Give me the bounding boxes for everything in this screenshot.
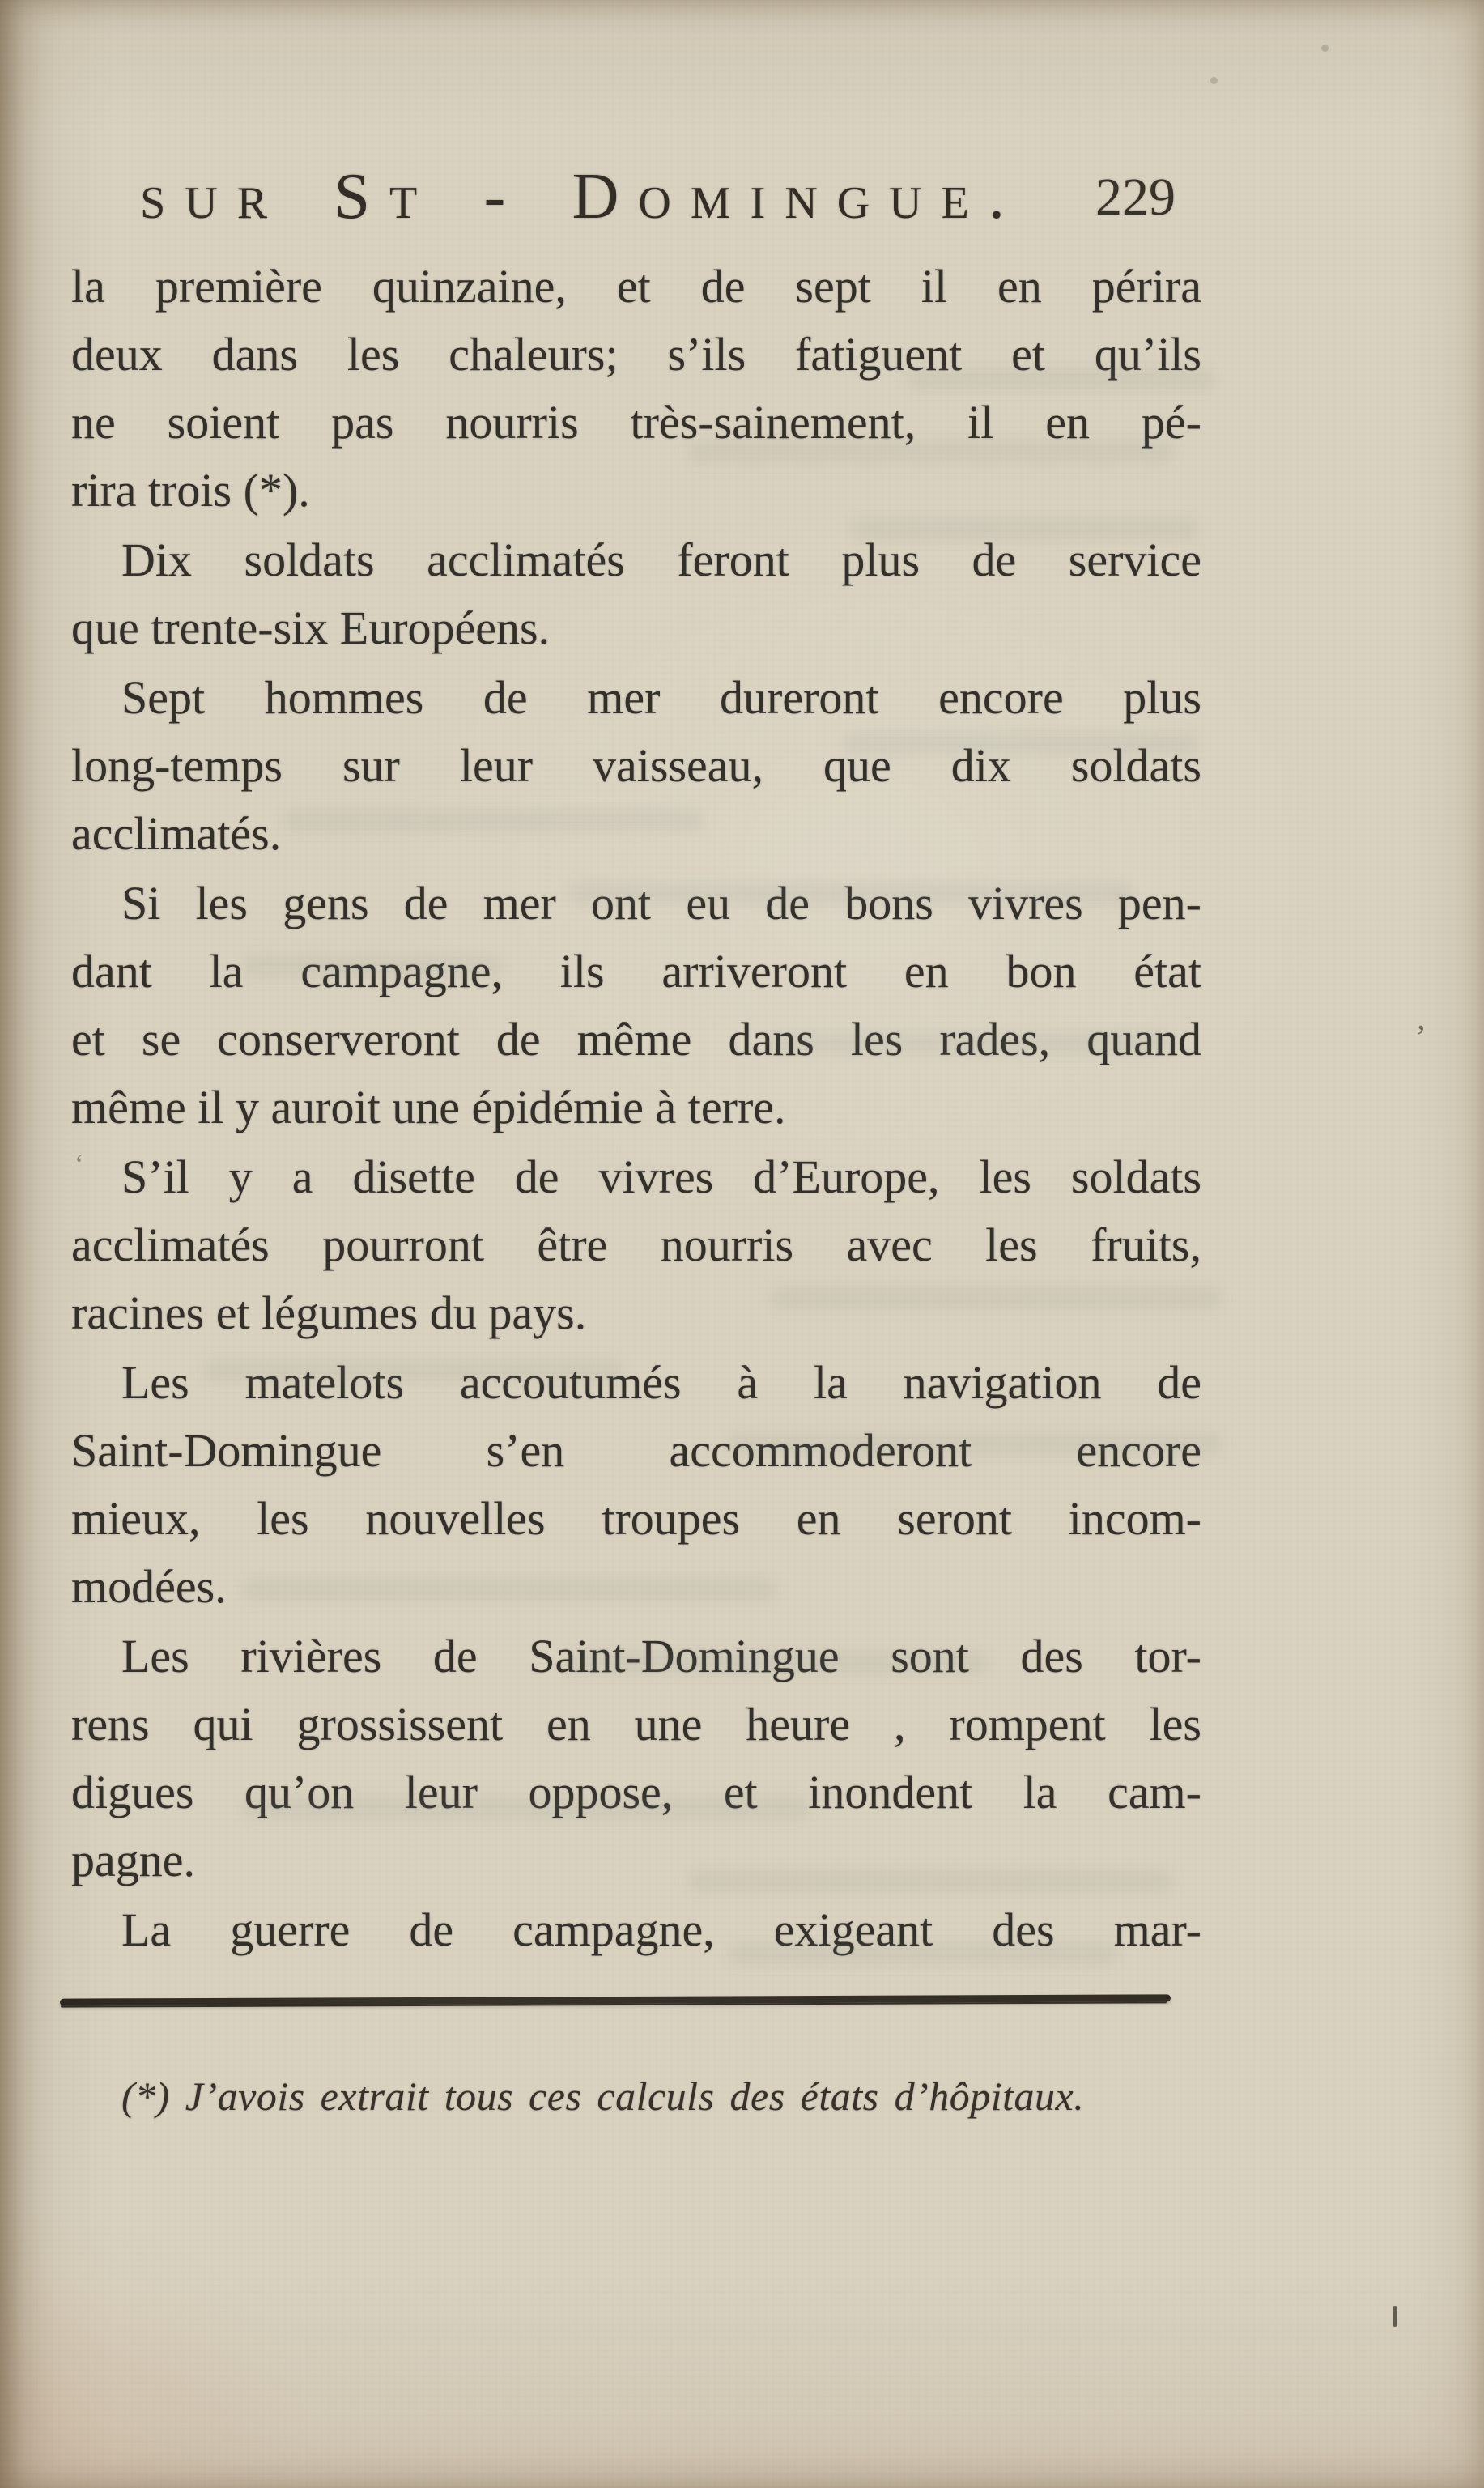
scan-speck: ’ <box>1415 1019 1427 1057</box>
text-line: que trente-six Européens. <box>71 602 551 654</box>
text-line: digues qu’on leur oppose, et inondent la cam- <box>71 1766 1201 1818</box>
paragraph <box>71 1623 1201 1895</box>
page-number: 229 <box>1095 168 1176 227</box>
running-header-title: sur St - Domingue. <box>140 161 1024 232</box>
text-line: La guerre de campagne, exigeant des mar- <box>121 1903 1201 1956</box>
text-line: Les matelots accoutumés à la navigation de <box>121 1356 1201 1409</box>
text-line: acclimatés pourront être nourris avec les fruits, <box>71 1218 1201 1271</box>
text-line: acclimatés. <box>71 807 282 860</box>
text-line: mieux, les nouvelles troupes en seront incom- <box>71 1492 1201 1545</box>
text-line: S’il y a disette de vivres d’Europe, les soldats <box>121 1150 1201 1203</box>
running-header <box>71 160 1198 241</box>
paragraph <box>71 1143 1201 1347</box>
paragraph <box>71 664 1201 868</box>
text-line: racines et légumes du pays. <box>71 1287 587 1339</box>
text-line: deux dans les chaleurs; s’ils fatiguent et qu’ils <box>71 328 1201 381</box>
footnote-separator <box>60 1994 1171 2005</box>
text-line: pagne. <box>71 1834 195 1886</box>
text-line: la première quinzaine, et de sept il en périra <box>71 260 1201 313</box>
text-line: Sept hommes de mer dureront encore plus <box>121 671 1201 724</box>
text-line: dant la campagne, ils arriveront en bon état <box>71 945 1201 997</box>
text-line: rens qui grossissent en une heure , rompent les <box>71 1698 1201 1750</box>
paragraph <box>71 870 1201 1142</box>
text-line: Dix soldats acclimatés feront plus de service <box>121 534 1201 586</box>
text-line: ne soient pas nourris très-sainement, il en pé- <box>71 396 1201 449</box>
scan-speck <box>1210 77 1218 84</box>
text-line: long-temps sur leur vaisseau, que dix soldats <box>71 739 1201 792</box>
body-text <box>71 253 1201 1966</box>
text-line: et se conserveront de même dans les rades, quand <box>71 1013 1201 1065</box>
footnote: (*) J’avois extrait tous ces calculs des états d’hôpitaux. <box>121 2073 1085 2119</box>
text-line: même il y auroit une épidémie à terre. <box>71 1081 786 1133</box>
paragraph <box>71 1896 1201 1964</box>
text-line: modées. <box>71 1560 227 1613</box>
scan-speck: ‘ <box>74 1150 84 1180</box>
text-line: Les rivières de Saint-Domingue sont des tor- <box>121 1630 1201 1682</box>
paragraph <box>71 1349 1201 1621</box>
text-line: Saint-Domingue s’en accommoderont encore <box>71 1424 1201 1477</box>
paragraph <box>71 253 1201 525</box>
text-line: rira trois (*). <box>71 464 310 517</box>
scan-speck <box>1321 45 1329 52</box>
scan-speck <box>1393 2306 1397 2327</box>
text-line: Si les gens de mer ont eu de bons vivres pen- <box>121 877 1201 929</box>
paragraph <box>71 526 1201 662</box>
